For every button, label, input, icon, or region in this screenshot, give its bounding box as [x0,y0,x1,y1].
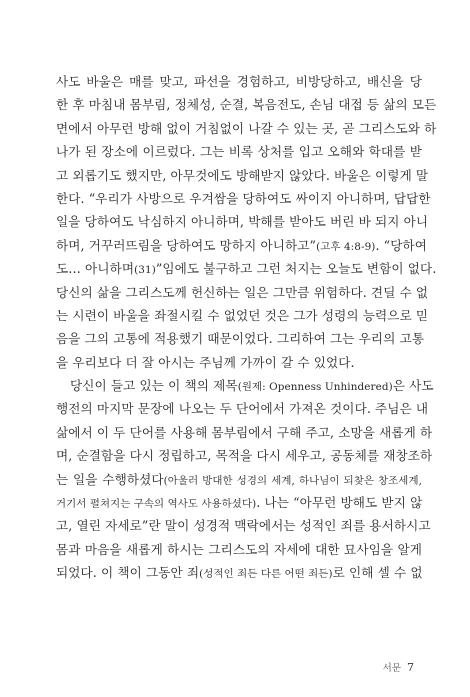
text-line: 행전의 마지막 문장에 나오는 두 단어에서 가져온 것이다. 주님은 내 [56,401,429,417]
small-annotation: (원제: Openness Unhindered) [237,381,393,394]
small-annotation: (아울러 방대한 성경의 세계, 하나님이 되찾은 창조세계, [163,474,422,487]
text-line: 몸과 마음을 새롭게 하시는 그리스도의 자세에 대한 묘사임을 알게 [56,541,422,557]
text-line: 삶에서 이 두 단어를 사용해 몸부림에서 구해 주고, 소망을 새롭게 하 [56,424,433,440]
small-annotation: 거기서 펼쳐지는 구속의 역사도 사용하셨다) [56,498,257,511]
small-annotation: (31) [134,264,156,277]
paragraph [56,70,437,374]
line-text: 도… 아니하며 [56,261,135,277]
page-footer [383,660,414,674]
text-line [56,561,422,584]
text-line [56,468,422,491]
line-text: 는 일을 수행하셨다 [56,471,164,487]
text-line [56,374,434,397]
text-line: 을 우리보다 더 잘 아시는 주님께 가까이 갈 수 있었다. [56,354,355,370]
text-line: 사도 바울은 매를 맞고, 파선을 경험하고, 비방당하고, 배신을 당 [56,74,422,89]
text-line: 나가 된 장소에 이르렀다. 그는 비록 상처를 입고 오해와 학대를 받 [56,144,422,160]
small-annotation: (성적인 죄든 다른 어떤 죄든) [199,568,333,581]
text-line: 당신의 삶을 그리스도께 헌신하는 일은 그만큼 위험하다. 견딜 수 없 [56,284,429,300]
text-line [56,234,427,257]
text-line: 면에서 아무런 방해 없이 거침없이 나갈 수 있는 곳, 곧 그리스도와 하 [56,120,437,136]
line-text-tail: 로 인해 셀 수 없 [332,565,423,581]
text-line: 고, 열린 자세로”란 말이 성경적 맥락에서는 성적인 죄를 용서하시고 [56,518,431,534]
text-line: 일을 당하여도 낙심하지 아니하며, 박해를 받아도 버린 바 되지 아니 [56,214,429,230]
line-text: 당신이 들고 있는 이 책의 제목 [70,378,238,394]
text-line: 한 후 마침내 몸부림, 정체성, 순결, 복음전도, 손님 대접 등 삶의 모든 [56,97,437,113]
line-text-tail: . “당하여 [375,237,427,253]
text-line: 고 외롭기도 했지만, 아무것에도 방해받지 않았다. 바울은 이렇게 말 [56,167,429,183]
line-text-tail: ”임에도 불구하고 그런 처지는 오늘도 변함이 없다. [155,261,437,277]
body-text [56,70,437,585]
line-text-tail: 은 사도 [392,378,434,394]
text-line: 음을 그의 고통에 적용했기 때문이었다. 그리하여 그는 우리의 고통 [56,331,425,347]
line-text: 되었다. 이 책이 그동안 죄 [56,565,200,581]
line-text-tail: . 나는 “아무런 방해도 받지 않 [256,495,423,511]
page-number: 7 [407,661,414,674]
text-line [56,257,437,280]
text-line [56,491,422,514]
line-text: 하며, 거꾸러뜨림을 당하여도 망하지 아니하고” [56,237,317,253]
paragraph [56,374,434,585]
section-label: 서문 [382,663,401,674]
text-line: 며, 순결함을 다시 정립하고, 목적을 다시 세우고, 공동체를 재창조하 [56,448,433,464]
text-line: 한다. “우리가 사방으로 우겨쌈을 당하여도 싸이지 아니하며, 답답한 [56,190,431,206]
text-line: 는 시련이 바울을 좌절시킬 수 없었던 것은 그가 성령의 능력으로 믿 [56,307,429,323]
small-annotation: (고후 4:8-9) [316,240,376,253]
